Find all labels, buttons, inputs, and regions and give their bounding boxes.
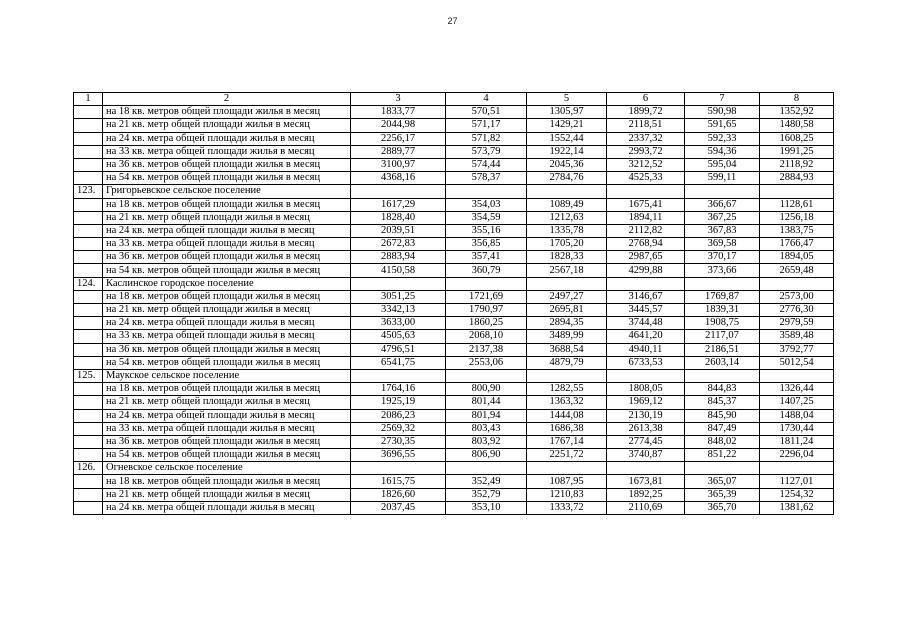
value-cell: 2044,98 [351,119,446,132]
value-cell: 1480,58 [760,119,834,132]
value-cell: 2045,36 [527,158,607,171]
value-cell: 352,79 [446,488,527,501]
row-number: 123. [74,185,103,198]
value-cell: 1675,41 [607,198,685,211]
row-number: 125. [74,369,103,382]
value-cell: 2567,18 [527,264,607,277]
value-cell: 1256,18 [760,211,834,224]
value-cell: 369,58 [685,238,760,251]
section-row [74,277,834,290]
row-label: на 33 кв. метра общей площади жилья в месяц [103,238,351,251]
section-row [74,462,834,475]
table-row [74,317,834,330]
value-cell: 3212,52 [607,158,685,171]
row-label: на 36 кв. метров общей площади жилья в месяц [103,343,351,356]
value-cell: 4641,20 [607,330,685,343]
row-number [74,330,103,343]
row-label: на 36 кв. метров общей площади жилья в месяц [103,158,351,171]
value-cell: 1429,21 [527,119,607,132]
value-cell: 1282,55 [527,383,607,396]
row-label: на 21 кв. метр общей площади жилья в месяц [103,488,351,501]
value-cell: 2774,45 [607,435,685,448]
row-label: на 54 кв. метров общей площади жилья в месяц [103,172,351,185]
value-cell: 1908,75 [685,317,760,330]
value-cell: 1826,60 [351,488,446,501]
value-cell [685,369,760,382]
value-cell: 3445,57 [607,304,685,317]
value-cell: 592,33 [685,132,760,145]
column-header: 1 [74,93,103,106]
row-label: на 24 кв. метра общей площади жилья в месяц [103,224,351,237]
value-cell: 1617,29 [351,198,446,211]
value-cell: 801,44 [446,396,527,409]
value-cell: 594,36 [685,145,760,158]
value-cell: 2993,72 [607,145,685,158]
value-cell: 1894,11 [607,211,685,224]
value-cell: 1381,62 [760,501,834,514]
row-label: на 54 кв. метров общей площади жилья в месяц [103,449,351,462]
value-cell: 1764,16 [351,383,446,396]
value-cell: 1721,69 [446,290,527,303]
row-number [74,317,103,330]
value-cell: 1686,38 [527,422,607,435]
table-row [74,330,834,343]
value-cell: 1673,81 [607,475,685,488]
row-number [74,396,103,409]
column-header: 6 [607,93,685,106]
table-row [74,488,834,501]
table-row [74,211,834,224]
table-row [74,224,834,237]
row-label: на 18 кв. метров общей площади жилья в месяц [103,383,351,396]
value-cell: 803,43 [446,422,527,435]
value-cell: 3744,48 [607,317,685,330]
value-cell: 1833,77 [351,106,446,119]
value-cell: 1991,25 [760,145,834,158]
value-cell: 578,37 [446,172,527,185]
row-number [74,106,103,119]
row-label: на 21 кв. метр общей площади жилья в месяц [103,304,351,317]
value-cell: 848,02 [685,435,760,448]
row-number [74,304,103,317]
value-cell: 4940,11 [607,343,685,356]
value-cell [607,185,685,198]
value-cell: 2784,76 [527,172,607,185]
row-number [74,422,103,435]
value-cell: 803,92 [446,435,527,448]
table-row [74,304,834,317]
value-cell: 355,16 [446,224,527,237]
value-cell: 2613,38 [607,422,685,435]
value-cell [446,277,527,290]
value-cell: 573,79 [446,145,527,158]
row-label: на 24 кв. метра общей площади жилья в месяц [103,501,351,514]
row-label: на 24 кв. метра общей площади жилья в месяц [103,132,351,145]
value-cell: 360,79 [446,264,527,277]
value-cell: 2894,35 [527,317,607,330]
row-number [74,132,103,145]
column-header: 7 [685,93,760,106]
value-cell: 3589,48 [760,330,834,343]
value-cell [760,462,834,475]
value-cell [685,185,760,198]
value-cell: 2186,51 [685,343,760,356]
value-cell: 1828,33 [527,251,607,264]
value-cell: 1333,72 [527,501,607,514]
value-cell [446,462,527,475]
table-row [74,290,834,303]
value-cell: 570,51 [446,106,527,119]
value-cell: 851,22 [685,449,760,462]
row-number [74,449,103,462]
value-cell: 3688,54 [527,343,607,356]
value-cell: 1705,20 [527,238,607,251]
value-cell: 3696,55 [351,449,446,462]
value-cell: 2889,77 [351,145,446,158]
value-cell [760,185,834,198]
value-cell: 2573,00 [760,290,834,303]
value-cell: 1767,14 [527,435,607,448]
row-number [74,172,103,185]
column-header: 2 [103,93,351,106]
value-cell: 2137,38 [446,343,527,356]
row-number [74,409,103,422]
value-cell: 357,41 [446,251,527,264]
value-cell: 2987,65 [607,251,685,264]
row-number [74,488,103,501]
value-cell: 2112,82 [607,224,685,237]
row-label: на 36 кв. метров общей площади жилья в месяц [103,435,351,448]
table-row [74,422,834,435]
value-cell: 1922,14 [527,145,607,158]
value-cell [607,369,685,382]
value-cell: 1860,25 [446,317,527,330]
table-row [74,356,834,369]
table-row [74,251,834,264]
value-cell: 571,82 [446,132,527,145]
value-cell: 2884,93 [760,172,834,185]
row-label: на 33 кв. метра общей площади жилья в месяц [103,145,351,158]
value-cell: 4796,51 [351,343,446,356]
table-row [74,409,834,422]
row-label: на 21 кв. метр общей площади жилья в месяц [103,211,351,224]
row-number [74,145,103,158]
value-cell: 2768,94 [607,238,685,251]
value-cell: 1089,49 [527,198,607,211]
value-cell: 2039,51 [351,224,446,237]
row-number [74,224,103,237]
table-row [74,396,834,409]
value-cell: 1254,32 [760,488,834,501]
value-cell: 370,17 [685,251,760,264]
value-cell: 2979,59 [760,317,834,330]
value-cell: 2068,10 [446,330,527,343]
value-cell: 1383,75 [760,224,834,237]
value-cell: 367,83 [685,224,760,237]
value-cell: 356,85 [446,238,527,251]
value-cell: 1352,92 [760,106,834,119]
row-label: на 21 кв. метр общей площади жилья в месяц [103,119,351,132]
value-cell: 366,67 [685,198,760,211]
row-label: на 18 кв. метров общей площади жилья в месяц [103,106,351,119]
row-label: на 18 кв. метров общей площади жилья в месяц [103,290,351,303]
table-row [74,145,834,158]
value-cell: 1552,44 [527,132,607,145]
row-number [74,475,103,488]
value-cell [527,462,607,475]
table-row [74,435,834,448]
value-cell: 1894,05 [760,251,834,264]
column-header: 5 [527,93,607,106]
value-cell: 3342,13 [351,304,446,317]
value-cell: 1326,44 [760,383,834,396]
value-cell: 3489,99 [527,330,607,343]
value-cell: 6733,53 [607,356,685,369]
value-cell: 591,65 [685,119,760,132]
value-cell [685,277,760,290]
value-cell: 2883,94 [351,251,446,264]
value-cell: 595,04 [685,158,760,171]
column-header: 8 [760,93,834,106]
row-number: 126. [74,462,103,475]
value-cell: 354,59 [446,211,527,224]
value-cell: 571,17 [446,119,527,132]
row-number [74,119,103,132]
value-cell: 1790,97 [446,304,527,317]
value-cell: 2130,19 [607,409,685,422]
value-cell: 1407,25 [760,396,834,409]
row-number [74,158,103,171]
row-label: на 24 кв. метра общей площади жилья в месяц [103,409,351,422]
value-cell: 4150,58 [351,264,446,277]
row-label: на 21 кв. метр общей площади жилья в месяц [103,396,351,409]
value-cell: 1128,61 [760,198,834,211]
table-row [74,132,834,145]
value-cell: 800,90 [446,383,527,396]
value-cell: 5012,54 [760,356,834,369]
value-cell: 599,11 [685,172,760,185]
value-cell: 3792,77 [760,343,834,356]
value-cell: 1730,44 [760,422,834,435]
row-number [74,290,103,303]
value-cell: 4505,63 [351,330,446,343]
value-cell: 2672,83 [351,238,446,251]
value-cell: 2730,35 [351,435,446,448]
value-cell: 367,25 [685,211,760,224]
row-number: 124. [74,277,103,290]
value-cell [607,462,685,475]
value-cell [685,462,760,475]
value-cell: 2086,23 [351,409,446,422]
value-cell: 1969,12 [607,396,685,409]
settlement-name: Каслинское городское поселение [103,277,351,290]
value-cell: 1811,24 [760,435,834,448]
value-cell: 1839,31 [685,304,760,317]
row-label: на 18 кв. метров общей площади жилья в месяц [103,198,351,211]
row-label: на 54 кв. метров общей площади жилья в месяц [103,356,351,369]
row-number [74,383,103,396]
value-cell [351,277,446,290]
value-cell: 1769,87 [685,290,760,303]
table-row [74,119,834,132]
row-number [74,356,103,369]
value-cell: 574,44 [446,158,527,171]
row-number [74,343,103,356]
value-cell: 2553,06 [446,356,527,369]
table-row [74,158,834,171]
table-row [74,264,834,277]
table-row [74,198,834,211]
table-row [74,106,834,119]
row-number [74,435,103,448]
value-cell [446,369,527,382]
value-cell: 2117,07 [685,330,760,343]
row-number [74,501,103,514]
table-row [74,501,834,514]
value-cell: 1615,75 [351,475,446,488]
value-cell: 1828,40 [351,211,446,224]
row-label: на 33 кв. метра общей площади жилья в месяц [103,422,351,435]
column-header: 3 [351,93,446,106]
value-cell [351,462,446,475]
value-cell [760,277,834,290]
value-cell: 2497,27 [527,290,607,303]
settlement-name: Григорьевское сельское поселение [103,185,351,198]
row-label: на 36 кв. метров общей площади жилья в месяц [103,251,351,264]
row-label: на 24 кв. метра общей площади жилья в месяц [103,317,351,330]
value-cell: 2118,51 [607,119,685,132]
value-cell [760,369,834,382]
value-cell: 845,90 [685,409,760,422]
value-cell: 353,10 [446,501,527,514]
value-cell: 1488,04 [760,409,834,422]
value-cell: 1212,63 [527,211,607,224]
row-label: на 33 кв. метра общей площади жилья в месяц [103,330,351,343]
value-cell: 373,66 [685,264,760,277]
value-cell: 1925,19 [351,396,446,409]
value-cell: 3740,87 [607,449,685,462]
value-cell: 1899,72 [607,106,685,119]
value-cell: 1127,01 [760,475,834,488]
settlement-name: Маукское сельское поселение [103,369,351,382]
value-cell: 3051,25 [351,290,446,303]
value-cell: 1608,25 [760,132,834,145]
row-number [74,211,103,224]
value-cell: 844,83 [685,383,760,396]
value-cell: 3633,00 [351,317,446,330]
value-cell [446,185,527,198]
row-number [74,264,103,277]
value-cell: 845,37 [685,396,760,409]
value-cell: 1305,97 [527,106,607,119]
value-cell: 1087,95 [527,475,607,488]
value-cell: 3146,67 [607,290,685,303]
value-cell: 2659,48 [760,264,834,277]
value-cell: 590,98 [685,106,760,119]
value-cell [607,277,685,290]
row-label: на 18 кв. метров общей площади жилья в месяц [103,475,351,488]
row-label: на 54 кв. метров общей площади жилья в месяц [103,264,351,277]
table-row [74,475,834,488]
value-cell [527,277,607,290]
value-cell: 2603,14 [685,356,760,369]
value-cell: 4879,79 [527,356,607,369]
value-cell: 1892,25 [607,488,685,501]
value-cell: 365,07 [685,475,760,488]
value-cell [527,369,607,382]
value-cell: 4368,16 [351,172,446,185]
tariff-table [73,92,834,515]
table-row [74,238,834,251]
section-row [74,369,834,382]
value-cell: 2110,69 [607,501,685,514]
value-cell: 1363,32 [527,396,607,409]
value-cell: 3100,97 [351,158,446,171]
row-number [74,238,103,251]
section-row [74,185,834,198]
table-row [74,172,834,185]
value-cell: 1335,78 [527,224,607,237]
value-cell [527,185,607,198]
table-header-row [74,93,834,106]
table-body [74,93,834,515]
row-number [74,198,103,211]
value-cell: 6541,75 [351,356,446,369]
table-row [74,383,834,396]
value-cell: 2118,92 [760,158,834,171]
value-cell: 365,70 [685,501,760,514]
value-cell: 806,90 [446,449,527,462]
value-cell: 352,49 [446,475,527,488]
value-cell: 847,49 [685,422,760,435]
value-cell: 1210,83 [527,488,607,501]
value-cell: 2037,45 [351,501,446,514]
value-cell: 1808,05 [607,383,685,396]
value-cell: 2569,32 [351,422,446,435]
value-cell: 2337,32 [607,132,685,145]
value-cell: 2695,81 [527,304,607,317]
value-cell: 2256,17 [351,132,446,145]
value-cell: 2296,04 [760,449,834,462]
page-number: 27 [447,16,458,26]
value-cell: 365,39 [685,488,760,501]
value-cell: 801,94 [446,409,527,422]
row-number [74,251,103,264]
value-cell: 4299,88 [607,264,685,277]
value-cell [351,185,446,198]
value-cell: 1444,08 [527,409,607,422]
table-row [74,343,834,356]
column-header: 4 [446,93,527,106]
value-cell: 354,03 [446,198,527,211]
value-cell: 2776,30 [760,304,834,317]
table-row [74,449,834,462]
value-cell: 2251,72 [527,449,607,462]
value-cell [351,369,446,382]
settlement-name: Огневское сельское поселение [103,462,351,475]
value-cell: 4525,33 [607,172,685,185]
value-cell: 1766,47 [760,238,834,251]
